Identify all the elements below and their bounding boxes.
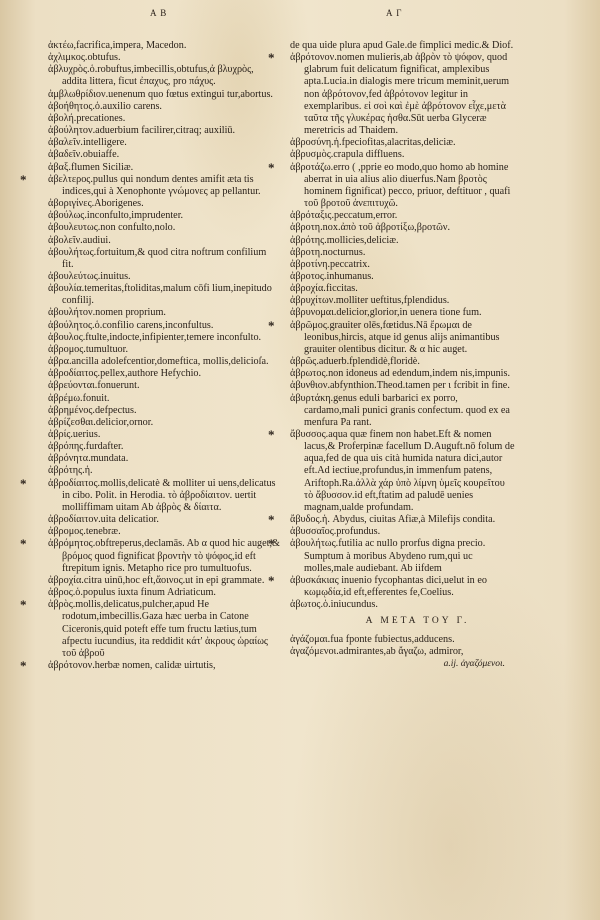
dictionary-entry: ἀγαζόμενοι.admirantes,ab ἄγαζω, admiror, [290,645,464,657]
dictionary-entry: ἀβροτη.nox.ἀπὸ τοῦ ἀβροτίξω,βροτῶν. [290,222,451,234]
dictionary-entry: * ἀβρότονον.herbæ nomen, calidæ uirtutis, [48,660,280,672]
dictionary-entry: ἀβρεύονται.fonuerunt. [48,380,140,392]
dictionary-entry: * ἀβυσκάκιας inuenio fycophantas dici,uelut in eo κωμῳδία,id eft,efferentes fe,Coelius. [290,575,515,599]
dictionary-entry: ἀμβλωθρίδιον.uenenum quo fœtus extingui tur,abortus. [48,88,273,100]
dictionary-entry: ἀβρόταξις.peccatum,error. [290,210,398,222]
dictionary-entry: ἀβολή.precationes. [48,112,126,124]
dictionary-entry: ἀβρυσμὸς.crapula diffluens. [290,149,405,161]
dictionary-entry: ἀβουλία.temeritas,ftoliditas,malum cōfi lium,inepitudo confilij. [48,283,272,307]
dictionary-entry: ἀβρυχίτων.molliter ueftitus,fplendidus. [290,295,450,307]
dictionary-entry: ἀβολεῖν.audiui. [48,234,111,246]
dictionary-entry: ἀβουλευτως.non confulto,nolo. [48,222,176,234]
dictionary-entry: ἀβρα.ancilla adolefcentior,domeftica, mollis,delicioſa. [48,356,269,368]
dictionary-entry: ἀβουλήτον.nomen proprium. [48,307,166,319]
dictionary-entry: * ἀβρόμητος.obftreperus,declamās. Ab α quod hic auget,& βρόμος quod fignificat βροντὴν τὸ ψόφος,id eft ftrepitum ignis. Metapho rice pro tumultuofus. [48,538,280,574]
dictionary-entry: ἀβρομος.tenebræ. [48,526,121,538]
dictionary-entry: * ἀβροδίαιτος.mollis,delicatè & molliter ui uens,delicatus in cibo. Polit. in Herodia. τὸ ἀβροδίαιτον. uertit molliffimam uitam Ab ἀβρὸς & δίαιτα. [48,478,280,514]
dictionary-entry: ἀβροτη.nocturnus. [290,246,366,258]
dictionary-entry: ἀβρος.ὁ.populus iuxta finum Adriaticum. [48,587,216,599]
right-text-column [290,40,515,670]
dictionary-entry: ἀβυρτάκη.genus eduli barbarici ex porro, cardamo,mali punici granis confectum. quod ex ea menfura Pa rant. [290,392,510,428]
dictionary-entry: ἀβρότης.mollicies,deliciæ. [290,234,399,246]
dictionary-entry: ἀβυνθιον.abfynthion.Theod.tamen per ι fcribit in fine. [290,380,510,392]
page-signature-left: A B [150,8,168,18]
dictionary-entry: ἀβρυνομαι.delicior,glorior,in uenera tione fum. [290,307,482,319]
dictionary-entry: ἀβουλήτως.fortuitum,& quod citra noftrum confilium fit. [48,246,267,270]
dictionary-entry: ἀβουλεύτως.inuitus. [48,270,131,282]
dictionary-entry: ἀβυσσαῖος.profundus. [290,526,381,538]
dictionary-entry: ἀβρόπης.furdafter. [48,441,124,453]
dictionary-entry: ἀβροδίαιτος.pellex,authore Hefychio. [48,368,202,380]
dictionary-entry: ἀβροδίαιτον.uita delicatior. [48,514,159,526]
dictionary-entry: * ἀβρότονον.nomen mulieris,ab ἀβρὸν τὸ ψόφον, quod glabrum fuit delicatum fignificat, amplexibus apta.Lucia.in dialogis mere tricum meminit,uerum non ἀβρότονον,fed ἀβρότονον legitur in exemplaribus. εἰ σοὶ καὶ ἐμὲ ἀβρότονον εἶχε,μετὰ ταῦτα τῆς γλυκέρας ἠσθα.Sūt uerba Glyceræ meretricis ad Thaidem. [290,52,515,137]
dictionary-entry: ἀχλιμκος.obtufus. [48,52,121,64]
dictionary-entry: ἀβαξ.flumen Siciliæ. [48,161,134,173]
dictionary-entry: ἀβλυχρὸς.ὁ.robuftus,imbecillis,obtufus,ἀ βλυχρὸς, addita littera, ficut ἐπαχυς, pro πάχυς. [48,64,254,88]
dictionary-entry: * ἀβελτερος.pullus qui nondum dentes amifit æta tis indices,qui à Xenophonte γνώμονες ap pellantur. [48,174,280,198]
section-heading: A META TOY Γ. [365,616,470,627]
dictionary-entry: ἀβροχία.ficcitas. [290,283,358,295]
dictionary-entry: ἀβούλητος.ὁ.confilio carens,inconfultus. [48,319,214,331]
dictionary-entry: ἀβρίς.uerius. [48,429,101,440]
dictionary-entry: de qua uide plura apud Gale.de fimplici medic.& Diof. [290,40,514,51]
dictionary-entry: ἀγάζομαι.fua fponte fubiectus,adducens. [290,633,455,645]
dictionary-entry: ἀβουλος.ftulte,indocte,infipienter,temere inconfulto. [48,331,262,343]
dictionary-entry: * ἀβρῶμος.grauiter olēs,fœtidus.Nā ἔρωμαι de leonibus,hircis, atque id genus alijs animantibus grauiter olentibus dicitur. & α hic auget. [290,320,515,356]
dictionary-entry: ἀβοριγίνες.Aborigenes. [48,198,144,210]
dictionary-entry: * ἀβρὸς.mollis,delicatus,pulcher,apud He rodotum,imbecillis.Gaza hæc uerba in Catone Ciceronis,quid poteft effe tum fructu lætius,tum afpectu iucundius, ita reddidit κάτ' ἀκρους ὡραίως τοῦ ἀβροῦ [48,599,280,660]
left-text-column [48,40,280,672]
dictionary-entry: ἀβροσύνη.ἡ.fpeciofitas,alacritas,deliciæ. [290,137,456,149]
dictionary-entry: ἀβρωτος.non idoneus ad edendum,indem nis,impunis. [290,368,511,380]
dictionary-entry: ἀβρῶς.aduerb.fplendidè,floridè. [290,356,420,368]
dictionary-entry: ἀβρίζεσθαι.delicior,ornor. [48,416,154,428]
dictionary-entry: ἀβαδεῖν.obuiaffe. [48,149,120,161]
dictionary-entry: ἀβαλεῖν.intelligere. [48,137,127,149]
dictionary-entry: * ἀβροτάζω.erro ( ,pprie eo modo,quo homo ab homine aberrat in uia alius alio diuerfus.Nam βροτὸς hominem fignificat) pecco, priuor, deftituor , quafi τοῦ βροτοῦ ἀνεπιτυχῶ. [290,162,515,211]
right-entries [290,40,515,611]
dictionary-entry: ἀβρέμω.fonuit. [48,392,110,404]
dictionary-entry: ἀβωτος.ὁ.iniucundus. [290,599,378,611]
dictionary-entry: ἀβρότης.ἡ. [48,465,93,477]
dictionary-entry: ἀβοήθητος.ὁ.auxilio carens. [48,100,162,112]
after-section-entries [290,634,515,658]
dictionary-entry: ἀκτέω,facrifica,impera, Macedon. [48,40,187,51]
dictionary-entry: ἀβούλητον.aduerbium facilirer,citraq; auxiliū. [48,125,236,137]
dictionary-entry: ἀβροτίνη.peccatrix. [290,258,370,270]
dictionary-entry: * ἄβυσσος.aqua quæ finem non habet.Eft & nomen lacus,& Proferpinæ facellum D.Auguft.nō folum de aqua,fed de qua uis cità humida natura dici,autor eft.Ad iectiue,profundus,in immenfum patens, Ariftoph.Ra.ἀλλὰ χάρ ὑπὸ λίμνη ὑμεῖς κουρεῖτου τὸ ἄβυσσον.id eft,ftatim ad paludē uenies magnam,ualde profundam. [290,429,515,514]
dictionary-entry: ἀβροχία.citra uinū,hoc eft,ἄοινος.ut in epi grammate. [48,574,265,586]
page-signature-right: A Γ [386,8,403,18]
catchword: a.ij. ἀγαζόμενοι. [443,658,505,669]
dictionary-entry: * ἄβυδος.ἡ. Abydus, ciuitas Afiæ,à Milefijs condita. [290,514,515,526]
dictionary-entry: ἀβρομος.tumultuor. [48,343,129,355]
dictionary-entry: ἀβούλως.inconfulto,imprudenter. [48,210,184,222]
dictionary-entry: ἀβρόνητα.mundata. [48,453,129,465]
dictionary-entry: ἀβρημένος.defpectus. [48,404,137,416]
dictionary-entry: ἀβροτος.inhumanus. [290,270,374,282]
dictionary-entry: * ἀβουλήτως.futilia ac nullo prorfus digna precio. Sumptum à moribus Abydeno rum,qui uc molles,male audiebant. Ab iifdem [290,538,515,574]
